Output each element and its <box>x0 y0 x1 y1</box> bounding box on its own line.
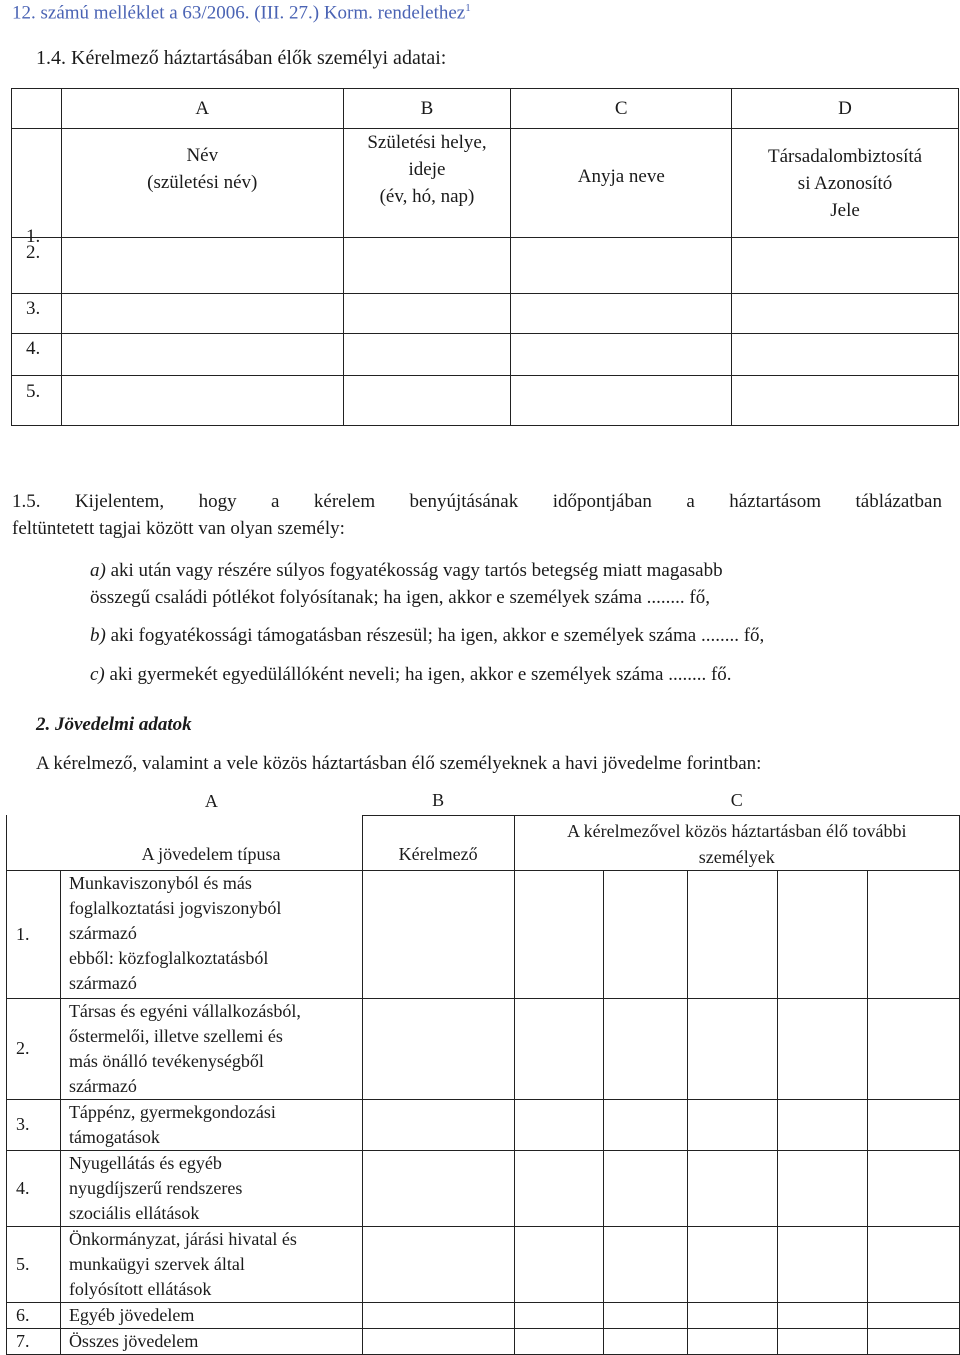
t2-cell-member[interactable] <box>604 1099 688 1150</box>
type-line: szociális ellátások <box>68 1202 200 1223</box>
t1-col-letter-b: B <box>343 89 511 129</box>
item-a-line-1 <box>90 557 942 584</box>
t2-cell-member[interactable] <box>778 870 868 998</box>
item-c <box>90 661 732 688</box>
item-a-line-2: összegű családi pótlékot folyósítanak; ha igen, akkor e személyek száma ........ fő, <box>90 587 710 608</box>
type-line: Táppénz, gyermekgondozási <box>68 1101 276 1122</box>
t2-cell-applicant[interactable] <box>362 1302 514 1328</box>
type-line: folyósított ellátások <box>68 1278 212 1299</box>
section-1-5-intro-line-1: 1.5. Kijelentem, hogy a kérelem benyújtásának időpontjában a háztartásom táblázatban <box>12 491 942 512</box>
t1-row-number: 3. <box>12 294 62 334</box>
t1-cell[interactable] <box>511 334 732 376</box>
t2-header-applicant: Kérelmező <box>362 815 514 870</box>
t2-cell-member[interactable] <box>688 870 778 998</box>
household-members-table <box>11 88 959 426</box>
t2-cell-member[interactable] <box>688 1328 778 1354</box>
t2-cell-member[interactable] <box>778 998 868 1099</box>
t2-cell-member[interactable] <box>868 1226 960 1302</box>
t2-cell-member[interactable] <box>604 1150 688 1226</box>
header-line: Születési helye, <box>367 132 487 153</box>
t1-cell[interactable] <box>732 294 959 334</box>
t2-row-type <box>60 870 362 998</box>
t2-row-number: 5. <box>7 1226 61 1302</box>
t1-corner <box>12 89 62 129</box>
t2-row-number: 4. <box>7 1150 61 1226</box>
header-line: Társadalombiztosítá <box>768 146 923 167</box>
t2-cell-applicant[interactable] <box>362 1150 514 1226</box>
type-line: ebből: közfoglalkoztatásból <box>68 947 269 968</box>
t2-row-type <box>60 1150 362 1226</box>
t1-cell[interactable] <box>61 294 343 334</box>
t2-row-type <box>60 1226 362 1302</box>
t2-cell-member[interactable] <box>868 998 960 1099</box>
section-2-title: 2. Jövedelmi adatok <box>36 714 192 735</box>
t2-cell-member[interactable] <box>778 1099 868 1150</box>
t1-col-letter-c: C <box>511 89 732 129</box>
t2-col-letter-a: A <box>204 790 218 811</box>
t1-cell[interactable] <box>343 238 511 294</box>
t1-row-1-number-cell <box>12 129 62 247</box>
type-line: támogatások <box>68 1126 160 1147</box>
item-a-label: a) <box>90 560 106 581</box>
t1-cell[interactable] <box>61 334 343 376</box>
item-b-label: b) <box>90 625 106 646</box>
item-c-label: c) <box>90 664 105 685</box>
type-line: származó <box>68 922 137 943</box>
type-line: foglalkoztatási jogviszonyból <box>68 897 282 918</box>
t1-header-mother <box>511 129 732 238</box>
t1-cell[interactable] <box>343 376 511 426</box>
type-line: Nyugellátás és egyéb <box>68 1152 222 1173</box>
header-line: Anyja neve <box>577 166 665 187</box>
type-line: Társas és egyéni vállalkozásból, <box>68 1000 301 1021</box>
t2-col-letter-b: B <box>432 790 445 811</box>
header-line: Név <box>186 145 219 166</box>
t2-cell-member[interactable] <box>604 870 688 998</box>
t2-cell-member[interactable] <box>778 1150 868 1226</box>
t1-header-name <box>61 129 343 238</box>
t2-cell-member[interactable] <box>604 1302 688 1328</box>
t2-cell-member[interactable] <box>868 1099 960 1150</box>
t2-row-type <box>60 1099 362 1150</box>
type-line: Összes jövedelem <box>68 1330 199 1351</box>
t2-cell-member[interactable] <box>514 1328 604 1354</box>
t2-corner <box>7 787 61 815</box>
type-line: munkaügyi szervek által <box>68 1253 245 1274</box>
t2-cell-member[interactable] <box>868 1150 960 1226</box>
t2-cell-applicant[interactable] <box>362 1099 514 1150</box>
t2-row-number: 3. <box>7 1099 61 1150</box>
t1-header-taj <box>732 129 959 238</box>
type-line: származó <box>68 972 137 993</box>
item-b-text: aki fogyatékossági támogatásban részesül; ha igen, akkor e személyek száma ........ fő, <box>105 625 765 646</box>
t2-col-letter-c: C <box>730 790 743 811</box>
t2-cell-member[interactable] <box>514 1302 604 1328</box>
type-line: nyugdíjszerű rendszeres <box>68 1177 243 1198</box>
section-2-intro: A kérelmező, valamint a vele közös háztartásban élő személyeknek a havi jövedelme forintban: <box>36 753 762 774</box>
type-line: Munkaviszonyból és más <box>68 872 252 893</box>
t2-cell-member[interactable] <box>868 1302 960 1328</box>
t2-row-number: 6. <box>7 1302 61 1328</box>
t2-cell-member[interactable] <box>688 1099 778 1150</box>
t2-cell-member[interactable] <box>688 1226 778 1302</box>
t1-cell[interactable] <box>732 334 959 376</box>
t2-header-others <box>514 815 959 870</box>
section-1-5-intro-line-2: feltüntetett tagjai között van olyan személy: <box>12 518 345 539</box>
type-line: származó <box>68 1075 137 1096</box>
t1-col-letter-a: A <box>61 89 343 129</box>
item-b <box>90 622 764 649</box>
t2-header-blank <box>7 815 61 870</box>
t1-cell[interactable] <box>511 294 732 334</box>
t2-cell-member[interactable] <box>778 1226 868 1302</box>
header-line: Jele <box>830 200 860 221</box>
type-line: Önkormányzat, járási hivatal és <box>68 1228 297 1249</box>
t1-cell[interactable] <box>343 334 511 376</box>
header-line: (év, hó, nap) <box>379 186 475 207</box>
t2-cell-member[interactable] <box>604 998 688 1099</box>
t2-cell-member[interactable] <box>688 1150 778 1226</box>
t2-cell-member[interactable] <box>514 870 604 998</box>
t2-row-type <box>60 1328 362 1354</box>
t2-header-type: A jövedelem típusa <box>60 815 362 870</box>
t2-cell-member[interactable] <box>688 1302 778 1328</box>
type-line: Egyéb jövedelem <box>68 1304 195 1325</box>
t1-cell[interactable] <box>732 376 959 426</box>
t1-cell[interactable] <box>511 238 732 294</box>
item-c-text: aki gyermekét egyedülállóként neveli; ha igen, akkor e személyek száma ........ fő. <box>104 664 732 685</box>
income-table <box>6 787 960 1355</box>
header-line: A kérelmezővel közös háztartásban élő további <box>567 820 907 841</box>
t2-row-number: 1. <box>7 870 61 998</box>
t2-cell-member[interactable] <box>514 998 604 1099</box>
t1-cell[interactable] <box>732 238 959 294</box>
header-line: si Azonosító <box>797 173 893 194</box>
t2-row-type <box>60 1302 362 1328</box>
t2-row-type <box>60 998 362 1099</box>
t1-cell[interactable] <box>61 376 343 426</box>
t1-col-letter-d: D <box>732 89 959 129</box>
header-line: (születési név) <box>147 172 258 193</box>
t1-cell[interactable] <box>61 238 343 294</box>
t2-cell-member[interactable] <box>514 1150 604 1226</box>
t2-row-number: 7. <box>7 1328 61 1354</box>
header-line: személyek <box>698 846 775 867</box>
t1-header-birth <box>343 129 511 238</box>
t2-cell-member[interactable] <box>604 1328 688 1354</box>
t2-cell-applicant[interactable] <box>362 998 514 1099</box>
t1-row-number: 4. <box>12 334 62 376</box>
type-line: más önálló tevékenységből <box>68 1050 264 1071</box>
t1-row-number: 1. <box>26 226 41 247</box>
t2-cell-member[interactable] <box>514 1099 604 1150</box>
t1-row-number: 5. <box>12 376 62 426</box>
t2-cell-member[interactable] <box>778 1328 868 1354</box>
t2-cell-member[interactable] <box>514 1226 604 1302</box>
t1-cell[interactable] <box>511 376 732 426</box>
header-text: 12. számú melléklet a 63/2006. (III. 27.) Korm. rendelethez <box>12 2 466 24</box>
t1-cell[interactable] <box>343 294 511 334</box>
t2-cell-applicant[interactable] <box>362 870 514 998</box>
section-1-4-title: 1.4. Kérelmező háztartásában élők személyi adatai: <box>36 47 447 69</box>
type-line: őstermelői, illetve szellemi és <box>68 1025 283 1046</box>
footnote-marker: 1 <box>465 2 471 14</box>
t2-cell-member[interactable] <box>868 1328 960 1354</box>
document-header <box>12 2 471 24</box>
t2-cell-applicant[interactable] <box>362 1328 514 1354</box>
item-a-text: aki után vagy részére súlyos fogyatékosság vagy tartós betegség miatt magasabb <box>105 560 723 581</box>
t1-row-number: 2. <box>12 238 62 294</box>
t2-cell-member[interactable] <box>688 998 778 1099</box>
t2-cell-member[interactable] <box>604 1226 688 1302</box>
t2-row-number: 2. <box>7 998 61 1099</box>
header-line: ideje <box>408 159 446 180</box>
t2-cell-applicant[interactable] <box>362 1226 514 1302</box>
t2-cell-member[interactable] <box>778 1302 868 1328</box>
t2-cell-member[interactable] <box>868 870 960 998</box>
